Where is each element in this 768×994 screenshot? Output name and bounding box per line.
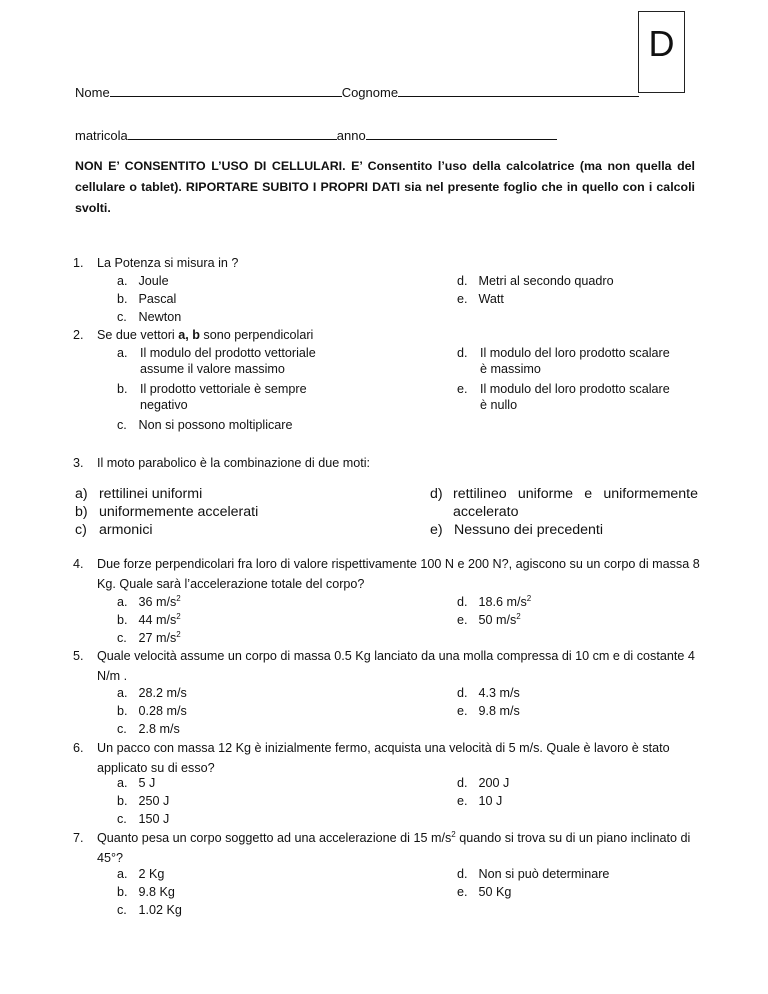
option-text: armonici [98,522,153,538]
question-3 [73,455,371,471]
option-6a[interactable] [117,775,155,791]
option-7a[interactable] [117,866,164,882]
unit-exponent: 2 [451,829,456,839]
option-5c[interactable] [117,721,180,737]
option-5d[interactable] [457,685,520,701]
option-4e[interactable] [457,612,521,628]
question-number: 4. [73,557,84,571]
option-text: Watt [478,292,504,306]
question-text: Un pacco con massa 12 Kg è inizialmente fermo, acquista una velocità di 5 m/s. Quale è lavoro è stato applicato su di esso? [97,741,670,775]
option-letter: b. [117,794,128,808]
option-6d[interactable] [457,775,509,791]
option-7c[interactable] [117,902,182,918]
question-number: 6. [73,741,84,755]
option-text: 0.28 m/s [138,704,187,718]
option-1c[interactable] [117,309,181,325]
option-text: Non si possono moltiplicare [138,418,293,432]
option-text: Il modulo del loro prodotto scalare è massimo [480,346,670,376]
unit-exponent: 2 [526,593,532,603]
option-letter: a. [117,867,128,881]
option-text: Il modulo del loro prodotto scalare è nullo [480,382,670,412]
option-letter: a. [117,595,128,609]
option-text: 1.02 Kg [138,903,182,917]
option-3e[interactable] [430,521,603,539]
option-3b[interactable] [75,503,258,521]
unit-exponent: 2 [176,593,181,603]
option-4a[interactable] [117,594,181,610]
unit-exponent: 2 [176,629,181,639]
option-2b[interactable] [117,381,332,413]
option-text: Non si può determinare [478,867,610,881]
question-text: Quale velocità assume un corpo di massa 0.5 Kg lanciato da una molla compressa di 10 cm e di costante 4 N/m . [97,649,695,683]
option-letter: e. [457,885,468,899]
question-number: 2. [73,328,84,342]
question-text-end: sono perpendicolari [199,328,314,342]
option-text: Il prodotto vettoriale è sempre negativo [140,382,307,412]
cognome-label: Cognome [341,85,399,100]
option-text: 36 m/s [138,595,177,609]
question-2 [73,327,314,343]
option-letter: b. [117,292,128,306]
option-1b[interactable] [117,291,176,307]
option-text: 28.2 m/s [138,686,187,700]
question-1 [73,255,239,271]
option-letter: c. [117,903,127,917]
option-text: 50 m/s [478,613,517,627]
option-6b[interactable] [117,793,169,809]
anno-label: anno [336,128,366,143]
unit-exponent: 2 [176,611,181,621]
unit-exponent: 2 [516,611,521,621]
option-letter: e. [457,292,468,306]
option-letter: b. [117,885,128,899]
option-5a[interactable] [117,685,187,701]
option-text: 150 J [138,812,170,826]
question-6 [73,738,712,778]
option-text: Newton [138,310,182,324]
option-letter: e. [457,794,468,808]
option-letter: e. [457,704,468,718]
option-letter: b. [117,613,128,627]
option-6e[interactable] [457,793,502,809]
option-letter: a. [117,274,128,288]
option-text: Il modulo del prodotto vettoriale assume il valore massimo [140,346,316,376]
option-letter: c) [75,522,87,538]
option-3d[interactable] [430,485,698,521]
option-letter: c. [117,418,127,432]
option-letter: e. [457,613,468,627]
option-letter: c. [117,812,127,826]
option-text: rettilineo uniforme e uniformemente accelerato [453,486,698,520]
option-letter: b) [75,504,88,520]
option-text: 10 J [478,794,503,808]
option-text: 9.8 Kg [138,885,175,899]
matricola-field[interactable] [128,127,337,140]
option-text: Pascal [138,292,177,306]
option-letter: e) [430,522,443,538]
option-text: 50 Kg [478,885,512,899]
question-number: 1. [73,256,84,270]
option-text: uniformemente accelerati [98,504,259,520]
nome-label: Nome [75,85,110,100]
option-letter: b. [117,704,128,718]
option-2e[interactable] [457,381,672,413]
option-text: 200 J [478,776,510,790]
option-text: 44 m/s [138,613,177,627]
option-text: 4.3 m/s [478,686,520,700]
question-text: La Potenza si misura in ? [97,256,239,270]
option-letter: c. [117,631,127,645]
option-2d[interactable] [457,345,672,377]
option-1a[interactable] [117,273,169,289]
option-text: rettilinei uniformi [98,486,203,502]
option-3c[interactable] [75,521,153,539]
option-1d[interactable] [457,273,614,289]
option-7e[interactable] [457,884,511,900]
option-text: 5 J [138,776,156,790]
option-letter: c. [117,310,127,324]
option-7d[interactable] [457,866,609,882]
option-5e[interactable] [457,703,520,719]
exam-variant-box [638,11,685,93]
option-letter: a. [117,686,128,700]
matricola-label: matricola [75,128,128,143]
option-6c[interactable] [117,811,169,827]
option-text: 2.8 m/s [138,722,180,736]
option-letter: c. [117,722,127,736]
anno-field[interactable] [366,127,557,140]
option-3a[interactable] [75,485,202,503]
question-vectors: a, b [178,328,200,342]
option-letter: b. [117,382,128,396]
question-5 [73,646,712,686]
option-4d[interactable] [457,594,531,610]
question-text: Due forze perpendicolari fra loro di valore rispettivamente 100 N e 200 N?, agiscono su un corpo di massa 8 Kg. Quale sarà l’accelerazione totale del corpo? [97,557,700,591]
instructions: NON E’ CONSENTITO L’USO DI CELLULARI. E’ Consentito l’uso della calcolatrice (ma non quella del cellulare o tablet). RIPORTARE SUBITO I PROPRI DATI sia nel presente foglio che in quello con i calcoli svolti. [75,159,695,215]
option-4b[interactable] [117,612,181,628]
question-7 [73,828,712,868]
option-text: Joule [138,274,169,288]
question-number: 7. [73,831,84,845]
id-row [75,127,557,144]
question-text: Quanto pesa un corpo soggetto ad una accelerazione di 15 m/s [97,831,452,845]
option-2c[interactable] [117,417,293,433]
option-text: 18.6 m/s [478,595,527,609]
option-letter: d. [457,776,468,790]
option-letter: d) [430,486,443,502]
option-letter: d. [457,595,468,609]
exam-variant-letter: D [648,23,675,64]
option-text: 9.8 m/s [478,704,520,718]
option-letter: a. [117,776,128,790]
option-letter: a. [117,346,128,360]
option-letter: d. [457,867,468,881]
nome-field[interactable] [110,84,342,97]
option-text: Nessuno dei precedenti [453,522,604,538]
option-letter: d. [457,686,468,700]
question-text: Se due vettori [97,328,179,342]
cognome-field[interactable] [398,84,639,97]
option-5b[interactable] [117,703,187,719]
question-number: 5. [73,649,84,663]
option-7b[interactable] [117,884,175,900]
name-row [75,84,639,101]
option-letter: a) [75,486,88,502]
question-number: 3. [73,456,84,470]
option-text: 27 m/s [138,631,177,645]
option-text: Metri al secondo quadro [478,274,614,288]
question-4 [73,554,712,594]
option-2a[interactable] [117,345,332,377]
option-text: 2 Kg [138,867,165,881]
question-text-end: quando si trova su di un piano inclinato di 45°? [97,831,691,865]
option-letter: d. [457,274,468,288]
option-text: 250 J [138,794,170,808]
option-letter: e. [457,382,468,396]
option-letter: d. [457,346,468,360]
option-4c[interactable] [117,630,181,646]
option-1e[interactable] [457,291,504,307]
question-text: Il moto parabolico è la combinazione di due moti: [97,456,371,470]
